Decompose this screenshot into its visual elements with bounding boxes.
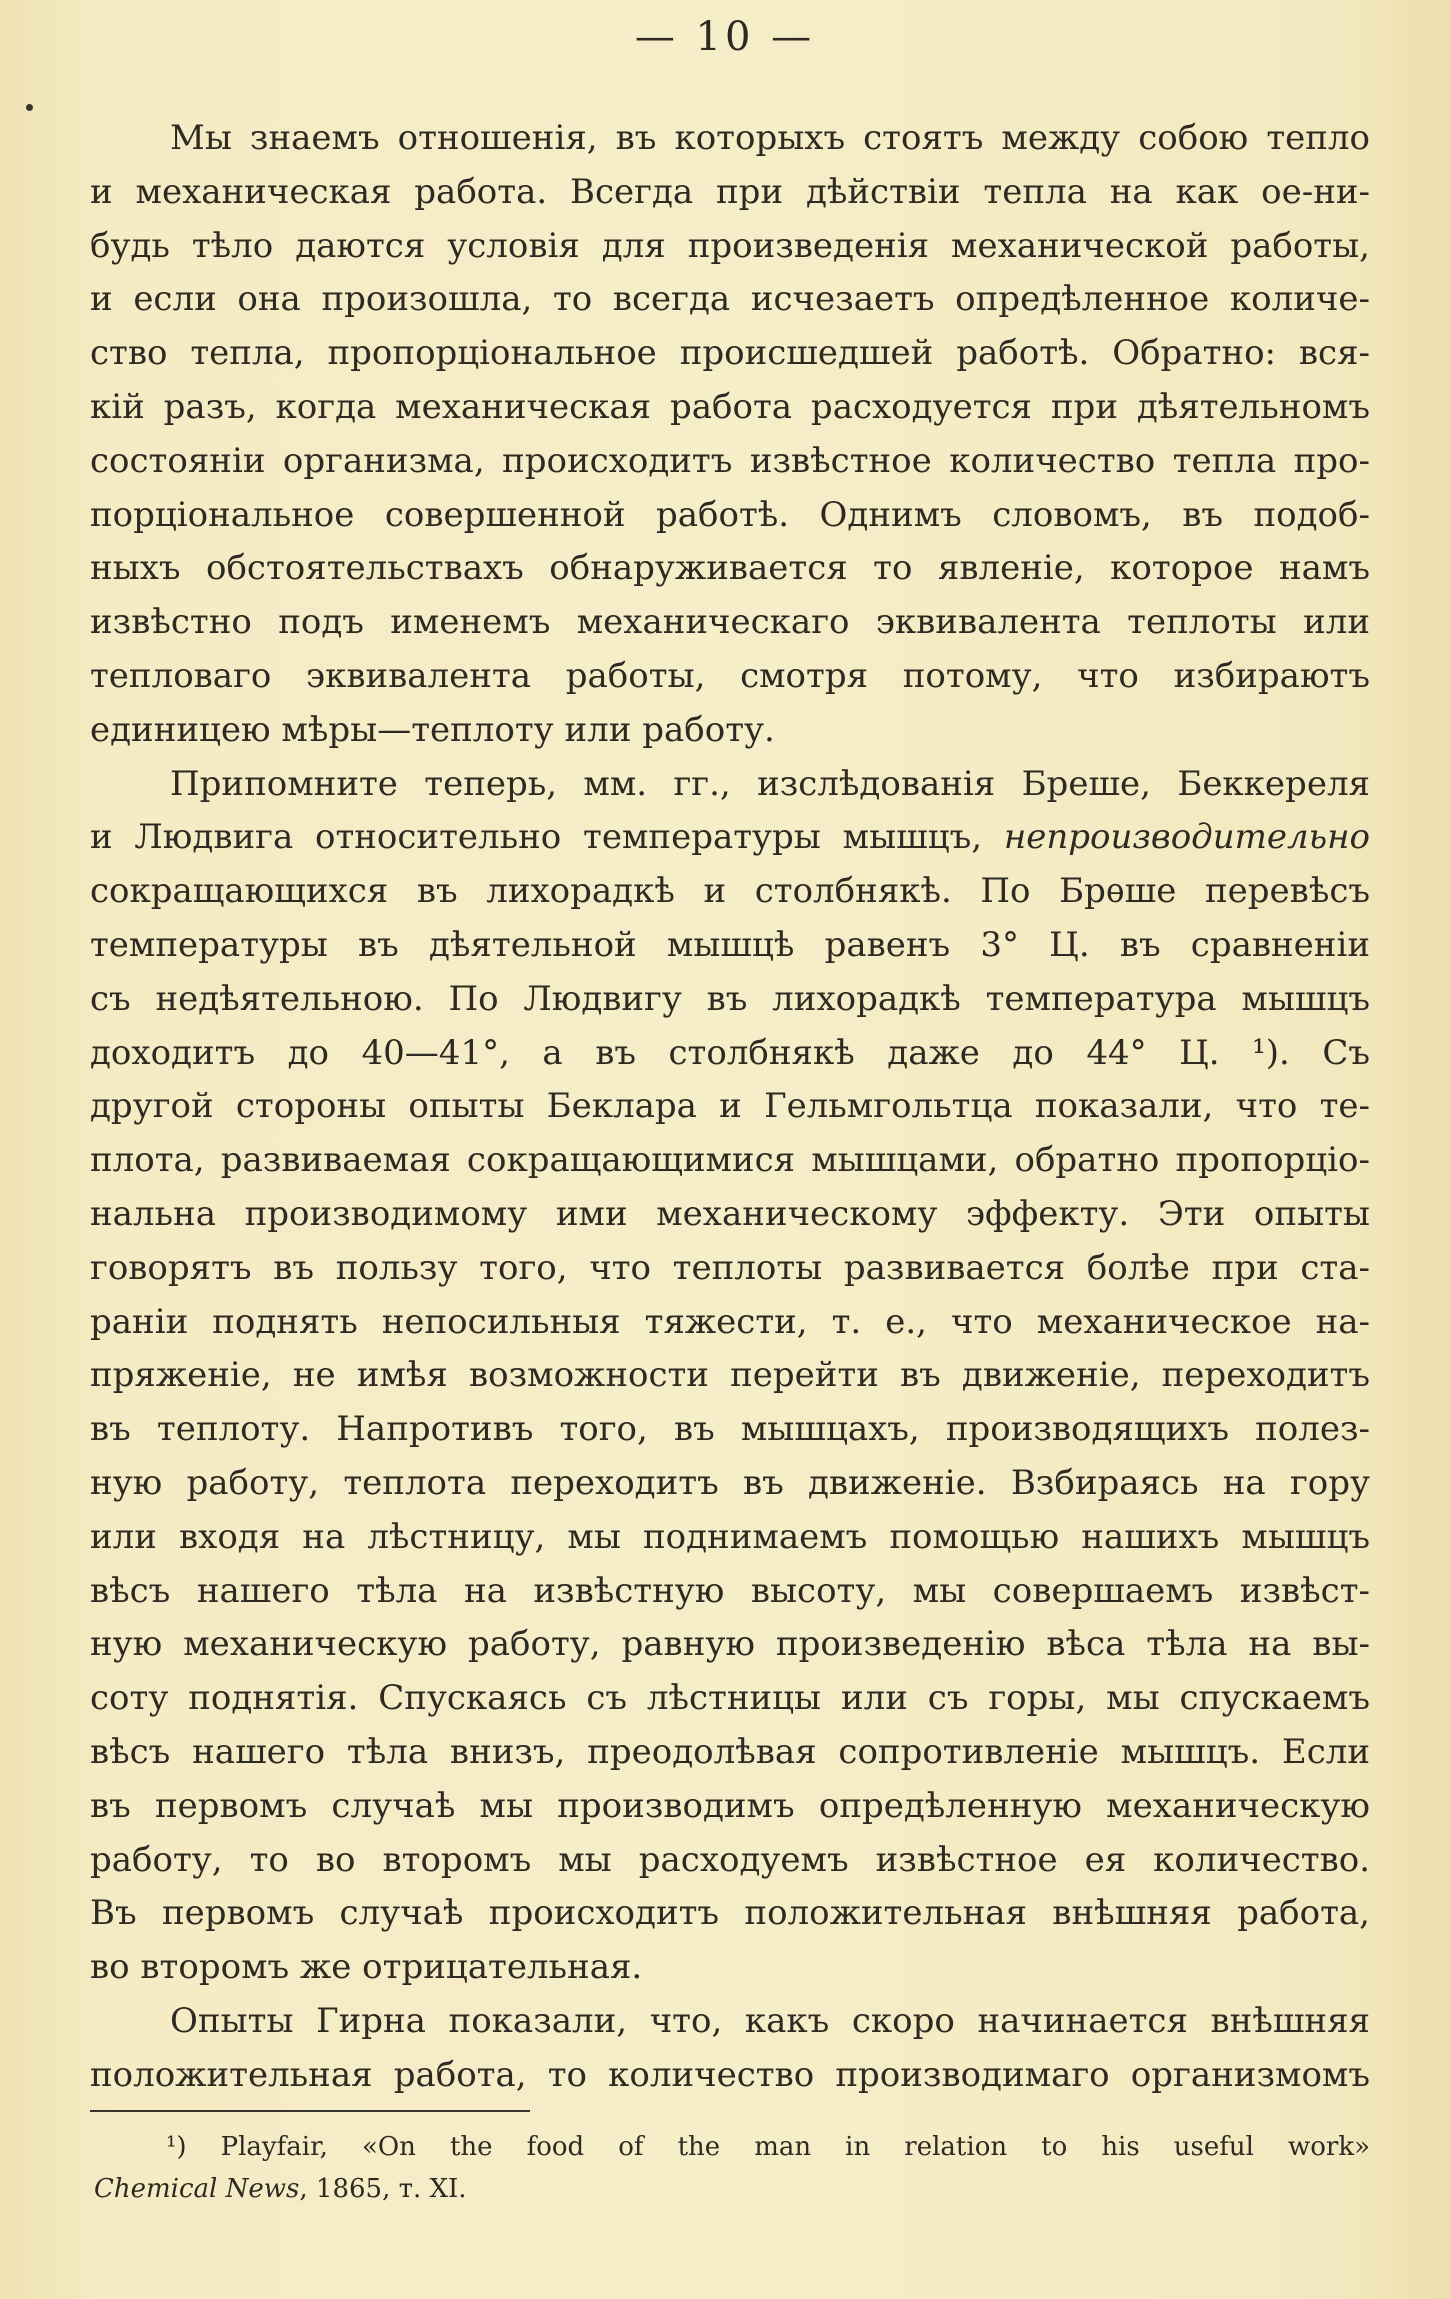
text-line: кій разъ, когда механическая работа расходуется при дѣятельномъ (90, 386, 1370, 427)
text-line: сокращающихся въ лихорадкѣ и столбнякѣ. По Брѳше перевѣсъ (90, 871, 1370, 912)
text-line: ную работу, теплота переходитъ въ движеніе. Взбираясь на гору (90, 1462, 1370, 1503)
text-line: вѣсъ нашего тѣла внизъ, преодолѣвая сопротивленіе мышцъ. Если (90, 1731, 1370, 1772)
text-line: нальна производимому ими механическому эффекту. Эти опыты (90, 1193, 1370, 1234)
text-line: и если она произошла, то всегда исчезаетъ опредѣленное количе- (90, 279, 1370, 320)
text-line: и механическая работа. Всегда при дѣйствіи тепла на как ое-ни- (90, 171, 1370, 212)
footnote-line: ¹) Playfair, «On the food of the man in relation to his useful work» (166, 2132, 1370, 2162)
text-line: состояніи организма, происходитъ извѣстное количество тепла про- (90, 440, 1370, 481)
text-line: во второмъ же отрицательная. (90, 1947, 643, 1988)
text-line: тепловаго эквивалента работы, смотря потому, что избираютъ (90, 655, 1370, 696)
text-line: Припомните теперь, мм. гг., изслѣдованія Бреше, Беккереля (170, 763, 1370, 804)
text-line: Опыты Гирна показали, что, какъ скоро начинается внѣшняя (170, 2000, 1370, 2041)
footnote-source-rest: , 1865, т. XI. (299, 2174, 467, 2204)
footnote-source (90, 2168, 1370, 2210)
text-line: въ теплоту. Напротивъ того, въ мышцахъ, производящихъ полез- (90, 1409, 1370, 1450)
emphasized-word: непроизводительно (1003, 817, 1370, 858)
text-line: положительная работа, то количество производимаго организмомъ (90, 2054, 1370, 2095)
text-line: вѣсъ нашего тѣла на извѣстную высоту, мы совершаемъ извѣст- (90, 1570, 1370, 1611)
ink-speck (26, 104, 33, 111)
text-line: единицею мѣры—теплоту или работу. (90, 709, 775, 750)
body-text (90, 112, 1370, 2102)
page-number: — 10 — (634, 14, 816, 60)
text-line: ныхъ обстоятельствахъ обнаруживается то явленіе, которое намъ (90, 548, 1370, 589)
text-line: и Людвига относительно температуры мышцъ, непроизводительно (90, 817, 1370, 858)
footnote (90, 2126, 1370, 2210)
text-line: плота, развиваемая сокращающимися мышцами, обратно пропорціо- (90, 1140, 1370, 1181)
text-line: Мы знаемъ отношенія, въ которыхъ стоятъ между собою тепло (170, 118, 1370, 158)
text-line: Въ первомъ случаѣ происходитъ положительная внѣшняя работа, (90, 1893, 1370, 1934)
footnote-source-title: Chemical News (94, 2174, 300, 2204)
text-line: раніи поднять непосильныя тяжести, т. е., что механическое на- (90, 1301, 1370, 1342)
text-line: или входя на лѣстницу, мы поднимаемъ помощью нашихъ мышцъ (90, 1516, 1370, 1557)
text-line: пряженіе, не имѣя возможности перейти въ движеніе, переходитъ (90, 1355, 1370, 1396)
text-line: другой стороны опыты Беклара и Гельмгольтца показали, что те- (90, 1086, 1370, 1127)
text-line: съ недѣятельною. По Людвигу въ лихорадкѣ температура мышцъ (90, 978, 1370, 1019)
footnote-divider (90, 2110, 530, 2112)
text-line: ство тепла, пропорціональное происшедшей работѣ. Обратно: вся- (90, 333, 1370, 374)
text-line: температуры въ дѣятельной мышцѣ равенъ 3° Ц. въ сравненіи (90, 924, 1370, 965)
text-line: говорятъ въ пользу того, что теплоты развивается болѣе при ста- (90, 1247, 1370, 1288)
text-line: ную механическую работу, равную произведенію вѣса тѣла на вы- (90, 1624, 1370, 1665)
text-line: доходитъ до 40—41°, а въ столбнякѣ даже до 44° Ц. ¹). Съ (90, 1032, 1370, 1073)
text-line: соту поднятія. Спускаясь съ лѣстницы или съ горы, мы спускаемъ (90, 1678, 1370, 1719)
text-line: будь тѣло даются условія для произведенія механической работы, (90, 225, 1370, 266)
text-line: работу, то во второмъ мы расходуемъ извѣстное ея количество. (90, 1839, 1370, 1880)
text-line: въ первомъ случаѣ мы производимъ опредѣленную механическую (90, 1785, 1370, 1826)
text-line: порціональное совершенной работѣ. Однимъ словомъ, въ подоб- (90, 494, 1370, 535)
text-line: извѣстно подъ именемъ механическаго эквивалента теплоты или (90, 602, 1370, 643)
